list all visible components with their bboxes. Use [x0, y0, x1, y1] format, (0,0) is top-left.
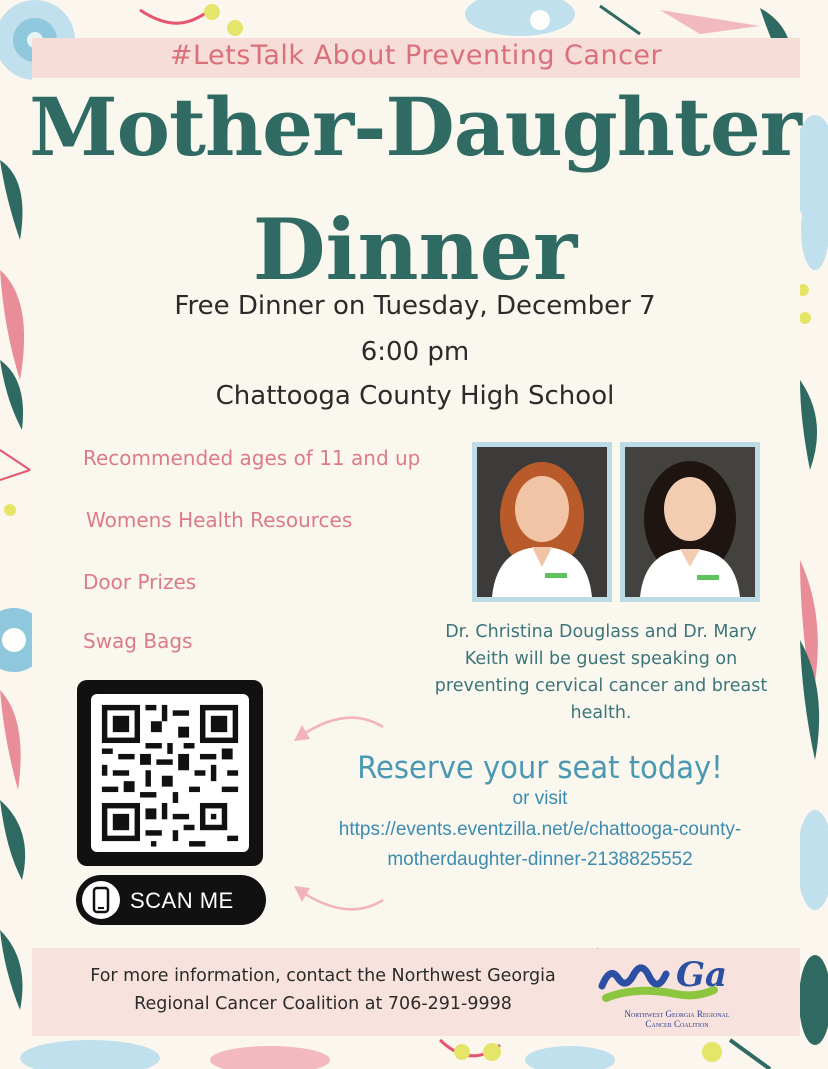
svg-text:Ga: Ga: [676, 955, 728, 995]
berry-icon: [702, 1042, 722, 1062]
speaker-description: Dr. Christina Douglass and Dr. Mary Keith will be guest speaking on preventing cervical cancer and breast health.: [434, 622, 768, 723]
berry-icon: [4, 504, 16, 516]
leaf-icon: [800, 380, 817, 470]
contact-line-2: Regional Cancer Coalition at 706-291-9998: [134, 994, 512, 1014]
stem-icon: [730, 1040, 770, 1069]
feature-door-prizes: Door Prizes: [83, 570, 197, 594]
leaf-icon: [799, 955, 828, 1045]
flower-icon: [465, 0, 575, 36]
berry-icon: [483, 1043, 501, 1061]
title-line-1: Mother-Daughter: [29, 80, 801, 174]
registration-link-line-2[interactable]: motherdaughter-dinner-2138825552: [387, 849, 693, 870]
event-time: 6:00 pm: [360, 337, 470, 367]
petal-icon: [660, 10, 760, 34]
berry-icon: [204, 4, 220, 20]
petal-icon: [210, 1046, 330, 1069]
leaf-icon: [0, 930, 23, 1010]
or-visit-label: or visit: [512, 788, 568, 809]
feature-resources: Womens Health Resources: [86, 508, 353, 532]
flower-icon: [20, 1040, 160, 1069]
contact-line-1: For more information, contact the Northwest Georgia: [90, 966, 556, 986]
event-date: Free Dinner on Tuesday, December 7: [174, 291, 656, 321]
feature-ages: Recommended ages of 11 and up: [83, 446, 421, 470]
registration-link-line-1[interactable]: https://events.eventzilla.net/e/chattooga-county-: [338, 819, 742, 840]
berry-icon: [454, 1044, 470, 1060]
curved-arrow-icon: [288, 880, 388, 920]
svg-text:NWGa: NWGa: [596, 949, 599, 950]
scan-me-button[interactable]: [76, 875, 266, 925]
stem-icon: [140, 10, 210, 23]
contact-info: [58, 962, 588, 1018]
reserve-headline: Reserve your seat today!: [357, 748, 723, 786]
portrait-icon: [477, 447, 607, 597]
registration-link[interactable]: [290, 815, 790, 875]
qr-pattern-icon: [91, 694, 249, 852]
curved-arrow-icon: [288, 705, 388, 745]
phone-icon: [81, 880, 121, 920]
stem-icon: [600, 6, 640, 34]
logo-caption: Northwest Georgia Regional Cancer Coalition: [624, 1009, 730, 1029]
speaker-photo-keith: [620, 442, 760, 602]
event-location: Chattooga County High School: [215, 381, 615, 411]
stem-icon: [0, 450, 30, 480]
scan-me-label: SCAN ME: [130, 888, 234, 913]
flower-icon: [797, 810, 828, 910]
portrait-icon: [625, 447, 755, 597]
berry-icon: [227, 20, 243, 36]
qr-code[interactable]: [77, 680, 263, 866]
berry-icon: [799, 312, 811, 324]
petal-icon: [0, 690, 21, 790]
title-line-2: Dinner: [252, 200, 578, 299]
flower-icon: [525, 1046, 615, 1069]
feature-swag-bags: Swag Bags: [83, 629, 193, 653]
hashtag-heading: #LetsTalk About Preventing Cancer: [169, 40, 663, 71]
leaf-icon: [0, 800, 25, 880]
speaker-photo-douglass: [472, 442, 612, 602]
